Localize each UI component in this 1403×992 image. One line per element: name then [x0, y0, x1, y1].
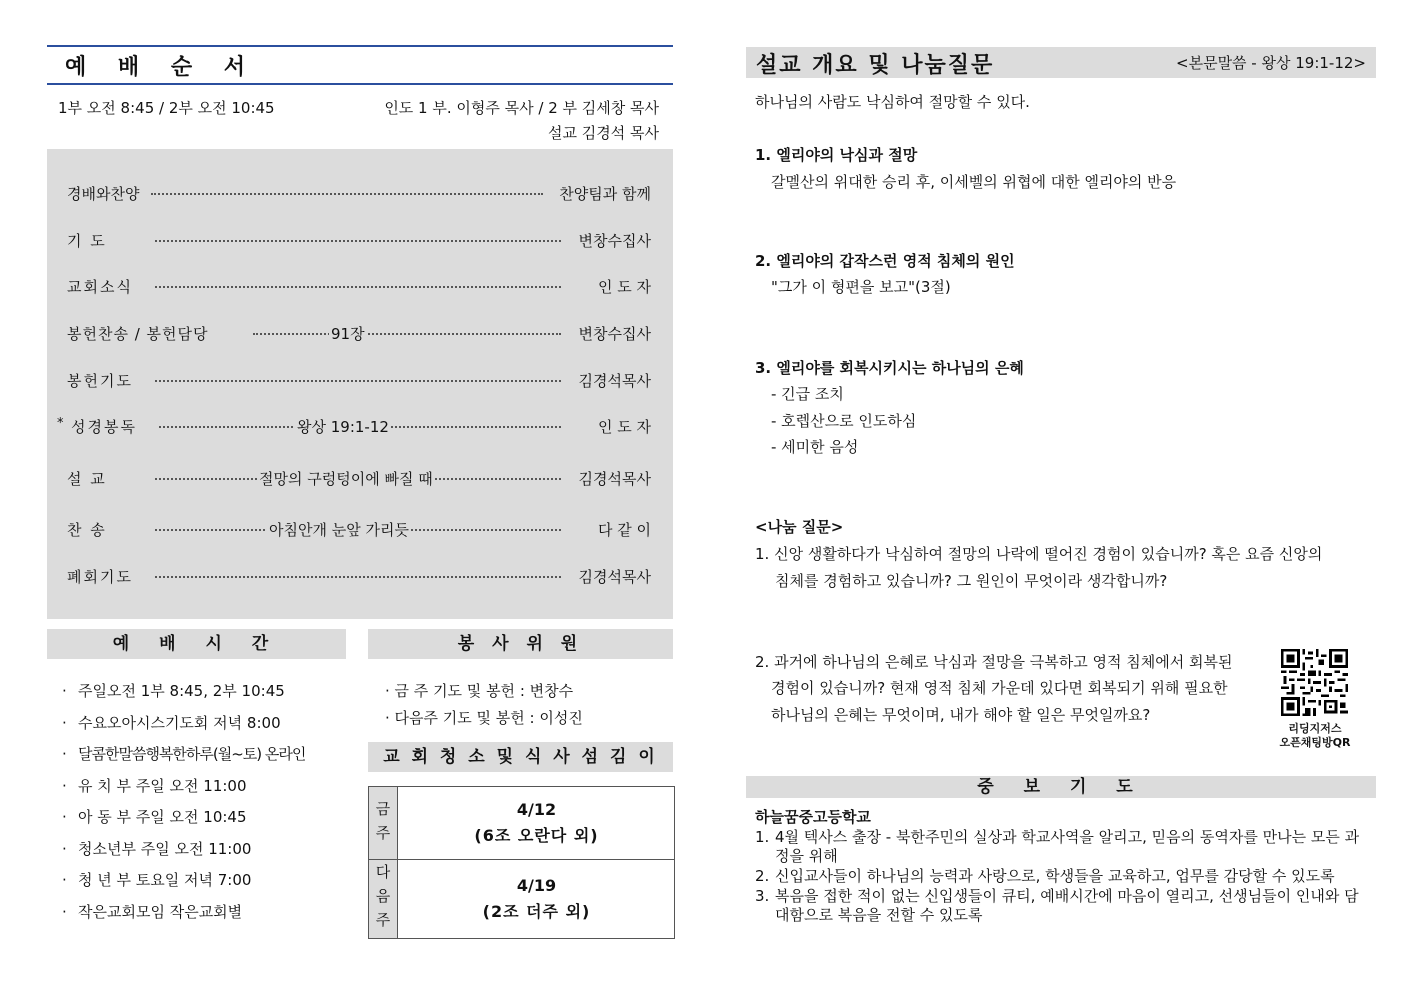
order-who: 인 도 자 — [597, 418, 651, 436]
order-label: 폐회기도 — [67, 568, 133, 586]
question-1-line: 1. 신앙 생활하다가 낙심하여 절망의 나락에 떨어진 경험이 있습니까? 혹은 요즘 신앙의 — [755, 545, 1323, 563]
dot-leader — [155, 286, 561, 288]
order-middle: 아침안개 눈앞 가리듯 — [269, 521, 409, 539]
point-2-body: "그가 이 형편을 보고"(3절) — [771, 278, 951, 296]
order-row — [47, 416, 673, 438]
dot-leader — [155, 380, 561, 382]
sermon-header — [746, 47, 1376, 78]
order-who: 변창수집사 — [578, 232, 651, 250]
service-preacher: 설교 김경석 목사 — [548, 124, 659, 142]
worship-time-list — [62, 680, 352, 932]
list-item: 2. 신입교사들이 하나님의 능력과 사랑으로, 학생들을 교육하고, 업무를 감당할 수 있도록 — [755, 867, 1335, 885]
order-row — [47, 323, 673, 345]
dot-leader — [151, 193, 543, 195]
question-1-line: 침체를 경험하고 있습니까? 그 원인이 무엇이라 생각합니까? — [775, 572, 1168, 590]
prayer-list — [755, 808, 1370, 926]
order-row — [47, 230, 673, 252]
order-who: 변창수집사 — [578, 325, 651, 343]
order-who: 찬양팀과 함께 — [559, 185, 651, 203]
list-item: · 금 주 기도 및 봉헌 : 변창수 — [385, 682, 574, 700]
order-row — [47, 566, 673, 588]
order-row — [47, 370, 673, 392]
dot-leader — [155, 576, 561, 578]
service-times: 1부 오전 8:45 / 2부 오전 10:45 — [58, 99, 275, 117]
prayer-header: 중 보 기 도 — [746, 776, 1376, 798]
list-item: - 긴급 조치 — [771, 385, 844, 403]
order-label: 봉헌찬송 / 봉헌담당 — [67, 325, 209, 343]
point-1-body: 갈멜산의 위대한 승리 후, 이세벨의 위협에 대한 엘리야의 반응 — [771, 173, 1177, 191]
order-row — [47, 276, 673, 298]
cleaning-header: 교 회 청 소 및 식 사 섬 김 이 — [368, 742, 673, 772]
prayer-subject: 하늘꿈중고등학교 — [755, 808, 871, 826]
list-item: · 수요오아시스기도회 저녁 8:00 — [62, 713, 281, 732]
list-item: · 유 치 부 주일 오전 11:00 — [62, 776, 247, 795]
order-title: 예 배 순 서 — [65, 55, 257, 80]
order-row — [47, 468, 673, 490]
order-who: 다 같 이 — [597, 521, 651, 539]
order-header — [47, 45, 673, 85]
standing-mark: * — [57, 416, 64, 431]
list-item: 1. 4월 텍사스 출장 - 북한주민의 실상과 학교사역을 알리고, 믿음의 동역자를 만나는 모든 과정을 위해 — [755, 828, 1360, 865]
cleaning-table — [368, 786, 675, 939]
point-1-title: 1. 엘리야의 낙심과 절망 — [755, 146, 918, 164]
worship-time-header: 예 배 시 간 — [47, 629, 346, 659]
order-box — [47, 149, 673, 619]
order-who: 인 도 자 — [597, 278, 651, 296]
order-label: 교회소식 — [67, 278, 133, 296]
cleaning-cell: 4/19 (2조 더주 외) — [482, 876, 591, 921]
questions-title: <나눔 질문> — [755, 518, 844, 536]
order-label: 성경봉독 — [71, 418, 137, 436]
list-item: · 청 년 부 토요일 저녁 7:00 — [62, 871, 252, 889]
dot-leader — [155, 240, 561, 242]
list-item: · 아 동 부 주일 오전 10:45 — [62, 808, 247, 826]
question-2-line: 2. 과거에 하나님의 은혜로 낙심과 절망을 극복하고 영적 침체에서 회복된 — [755, 653, 1233, 671]
order-label: 경배와찬양 — [67, 185, 140, 203]
list-item: - 호렙산으로 인도하심 — [771, 412, 917, 430]
order-label: 기 도 — [67, 232, 107, 250]
week-label: 금 주 — [369, 787, 398, 859]
question-2-line: 경험이 있습니까? 현재 영적 침체 가운데 있다면 회복되기 위해 필요한 — [771, 679, 1228, 697]
service-leaders: 인도 1 부. 이형주 목사 / 2 부 김세창 목사 — [384, 99, 659, 117]
order-who: 김경석목사 — [578, 372, 651, 390]
order-row — [47, 519, 673, 541]
week-label: 다 음 주 — [369, 860, 398, 938]
qr-code-icon[interactable] — [1281, 649, 1348, 716]
list-item: · 달콤한말씀행복한하루(월~토) 온라인 — [62, 745, 306, 763]
service-header: 봉 사 위 원 — [368, 629, 673, 659]
service-list — [385, 680, 583, 734]
sermon-intro: 하나님의 사람도 낙심하여 절망할 수 있다. — [755, 93, 1030, 111]
question-2-line: 하나님의 은혜는 무엇이며, 내가 해야 할 일은 무엇일까요? — [771, 706, 1151, 724]
cleaning-cell: 4/12 (6조 오란다 외) — [474, 800, 599, 845]
order-label: 찬 송 — [67, 521, 107, 539]
list-item: 3. 복음을 접한 적이 없는 신입생들이 큐티, 예배시간에 마음이 열리고, 선생님들이 인내와 담대함으로 복음을 전할 수 있도록 — [755, 887, 1359, 924]
list-item: · 다음주 기도 및 봉헌 : 이성진 — [385, 709, 583, 727]
order-label: 설 교 — [67, 470, 107, 488]
qr-caption: 리딩지저스 오픈채팅방QR — [1279, 722, 1351, 749]
table-row — [369, 787, 674, 859]
order-middle: 91장 — [331, 325, 365, 343]
list-item: · 주일오전 1부 8:45, 2부 10:45 — [62, 682, 285, 700]
order-middle: 절망의 구렁텅이에 빠질 때 — [259, 470, 433, 488]
order-label: 봉헌기도 — [67, 372, 133, 390]
point-2-title: 2. 엘리야의 갑작스런 영적 침체의 원인 — [755, 252, 1015, 270]
list-item: · 작은교회모임 작은교회별 — [62, 902, 243, 921]
dot-leader — [253, 333, 561, 335]
table-row — [369, 859, 674, 938]
sermon-title: 설교 개요 및 나눔질문 — [756, 53, 995, 78]
list-item: - 세미한 음성 — [771, 438, 859, 456]
order-middle: 왕상 19:1-12 — [297, 418, 389, 436]
order-row — [47, 183, 673, 205]
list-item: · 청소년부 주일 오전 11:00 — [62, 839, 252, 858]
order-who: 김경석목사 — [578, 470, 651, 488]
sermon-text-ref: <본문말씀 - 왕상 19:1-12> — [1176, 54, 1366, 72]
point-3-title: 3. 엘리야를 회복시키시는 하나님의 은혜 — [755, 359, 1024, 377]
order-who: 김경석목사 — [578, 568, 651, 586]
